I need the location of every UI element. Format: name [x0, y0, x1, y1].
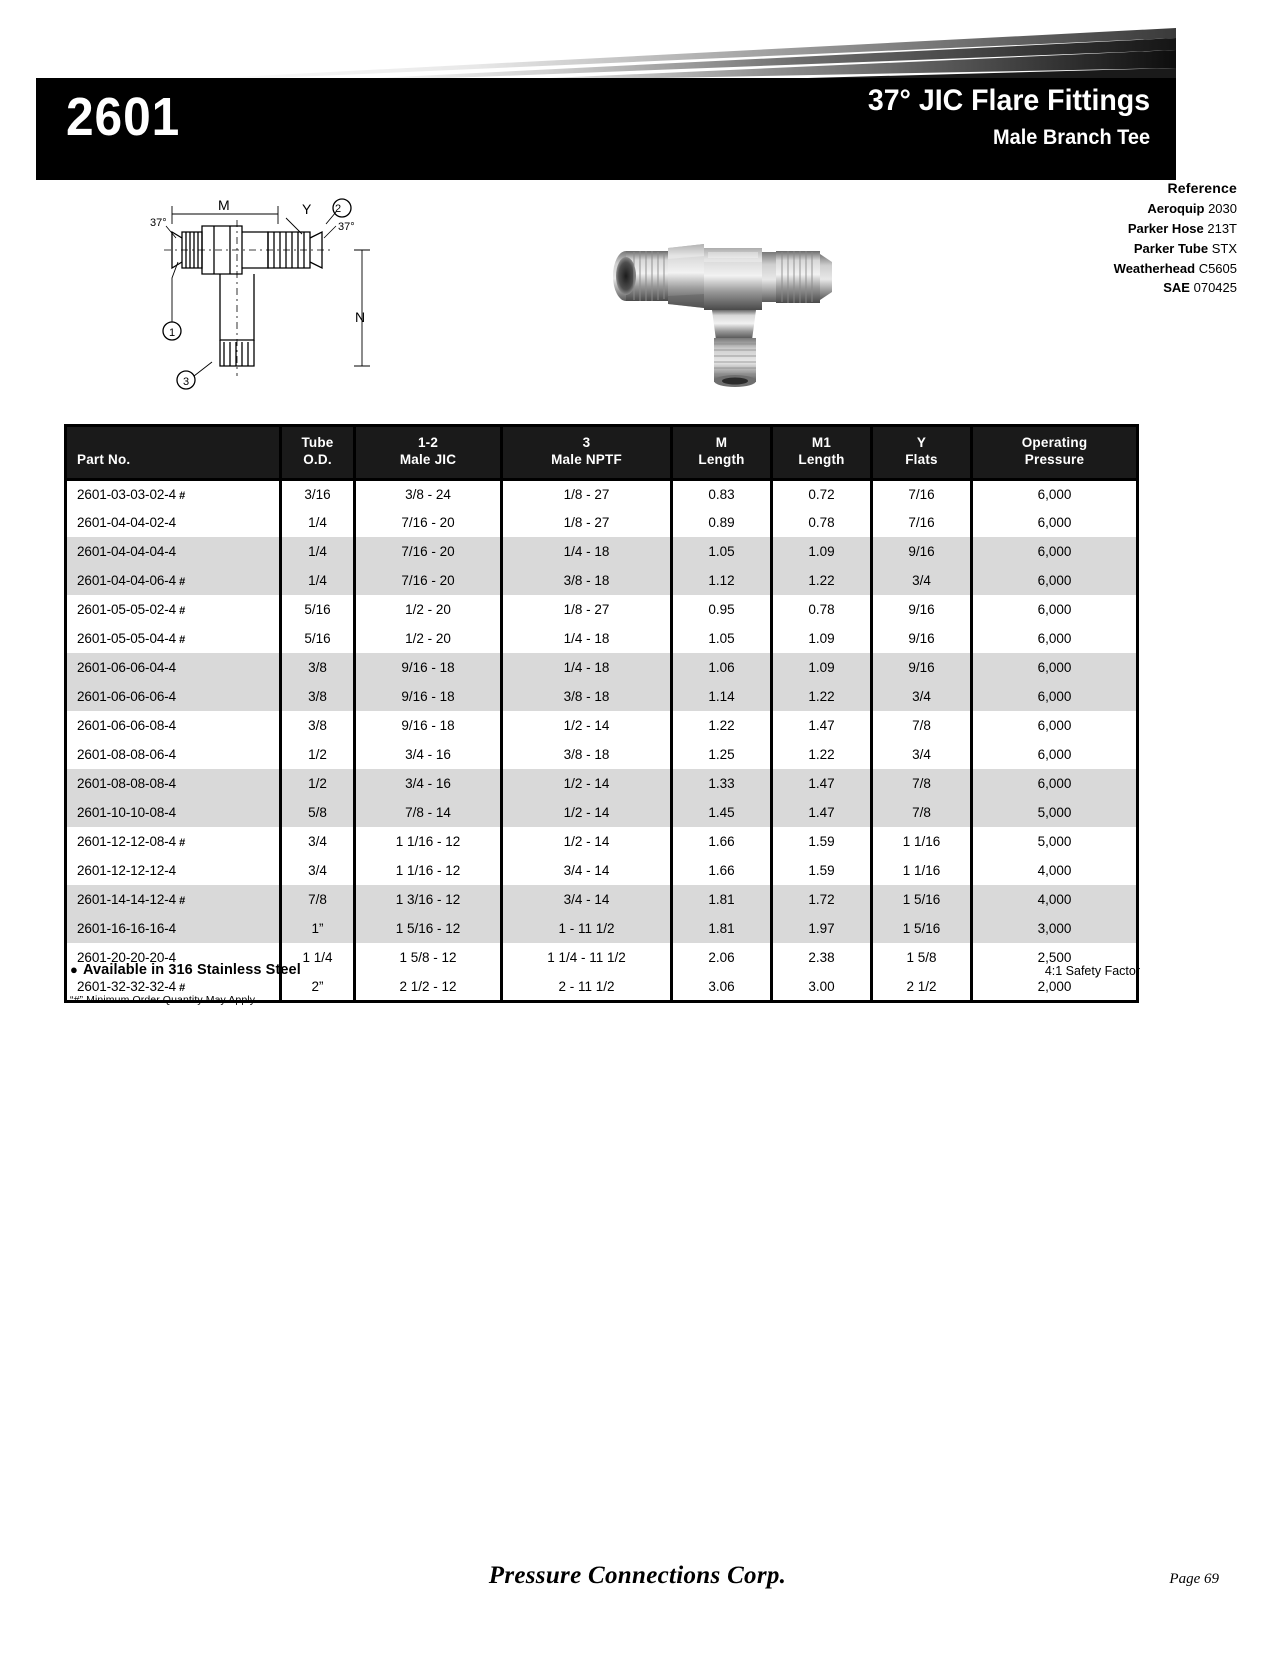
reference-item	[1114, 219, 1237, 239]
cell-male-jic: 1 5/16 - 12	[355, 914, 502, 943]
cell-male-nptf: 1/4 - 18	[502, 653, 672, 682]
column-header-m1-length	[772, 426, 872, 480]
cell-m1-length: 1.59	[772, 856, 872, 885]
part-number-text: 2601-08-08-06-4	[77, 747, 177, 763]
reference-heading: Reference	[1167, 180, 1237, 196]
cell-operating-pressure: 6,000	[972, 653, 1138, 682]
cell-y-flats: 7/16	[872, 479, 972, 508]
table-header-row	[66, 426, 1138, 480]
cell-y-flats: 3/4	[872, 566, 972, 595]
cell-m-length: 1.06	[672, 653, 772, 682]
cell-male-nptf: 3/8 - 18	[502, 566, 672, 595]
table-row	[66, 653, 1138, 682]
cell-tube-od: 2”	[281, 972, 355, 1001]
moq-marker: #	[179, 895, 186, 908]
cell-male-nptf: 1/8 - 27	[502, 479, 672, 508]
column-header-line1: M1	[811, 435, 832, 450]
moq-marker: #	[179, 981, 186, 994]
table-row	[66, 914, 1138, 943]
cell-male-jic: 7/16 - 20	[355, 566, 502, 595]
cell-male-jic: 7/16 - 20	[355, 537, 502, 566]
cell-y-flats: 1 1/16	[872, 856, 972, 885]
cell-part-no	[66, 798, 281, 827]
reference-brand: Aeroquip	[1147, 201, 1205, 217]
reference-brand: SAE	[1163, 280, 1190, 296]
reference-brand: Parker Tube	[1133, 240, 1209, 256]
cell-m1-length: 1.22	[772, 740, 872, 769]
company-name-footer: Pressure Connections Corp.	[488, 1562, 787, 1589]
reference-item	[1114, 199, 1237, 219]
column-header-tube-od	[281, 426, 355, 480]
reference-value: STX	[1211, 240, 1237, 256]
minimum-order-note: “#” Minimum Order Quantity May Apply.	[70, 994, 258, 1006]
cell-operating-pressure: 6,000	[972, 595, 1138, 624]
cell-male-jic: 3/4 - 16	[355, 740, 502, 769]
cell-m-length: 1.45	[672, 798, 772, 827]
reference-item	[1114, 278, 1237, 298]
dimension-label-m: M	[218, 197, 230, 213]
cell-tube-od: 3/4	[281, 827, 355, 856]
cell-operating-pressure: 6,000	[972, 624, 1138, 653]
technical-line-drawing	[150, 190, 450, 390]
availability-grade: 316	[168, 962, 193, 978]
cell-y-flats: 9/16	[872, 653, 972, 682]
cell-y-flats: 1 5/16	[872, 914, 972, 943]
column-header-line2: Pressure	[1024, 451, 1085, 467]
cell-m1-length: 1.47	[772, 798, 872, 827]
cell-male-nptf: 2 - 11 1/2	[502, 972, 672, 1001]
cell-m1-length: 0.78	[772, 595, 872, 624]
part-number-text: 2601-05-05-02-4	[77, 602, 177, 618]
dimension-label-n: N	[355, 309, 366, 325]
cell-operating-pressure: 6,000	[972, 711, 1138, 740]
cell-m1-length: 2.38	[772, 943, 872, 972]
cell-m-length: 1.66	[672, 827, 772, 856]
part-number-text: 2601-12-12-12-4	[77, 863, 177, 879]
cell-y-flats: 2 1/2	[872, 972, 972, 1001]
cell-m-length: 1.81	[672, 914, 772, 943]
cell-operating-pressure: 4,000	[972, 885, 1138, 914]
column-header-male-nptf	[502, 426, 672, 480]
cell-y-flats: 3/4	[872, 682, 972, 711]
reference-item	[1114, 259, 1237, 279]
table-row	[66, 595, 1138, 624]
cell-tube-od: 7/8	[281, 885, 355, 914]
callout-2: 2	[334, 203, 342, 215]
cell-male-jic: 2 1/2 - 12	[355, 972, 502, 1001]
cell-m1-length: 0.78	[772, 508, 872, 537]
specification-table-container	[64, 424, 1136, 1003]
cell-tube-od: 3/8	[281, 711, 355, 740]
cell-m1-length: 1.97	[772, 914, 872, 943]
part-number-text: 2601-20-20-20-4	[77, 950, 177, 966]
cell-operating-pressure: 5,000	[972, 798, 1138, 827]
cell-male-jic: 1/2 - 20	[355, 595, 502, 624]
cell-male-jic: 9/16 - 18	[355, 682, 502, 711]
cell-operating-pressure: 5,000	[972, 827, 1138, 856]
cell-m-length: 0.89	[672, 508, 772, 537]
part-number-text: 2601-06-06-08-4	[77, 718, 177, 734]
cell-y-flats: 1 1/16	[872, 827, 972, 856]
cell-male-jic: 3/8 - 24	[355, 479, 502, 508]
reference-value: C5605	[1198, 260, 1237, 276]
part-number-text: 2601-05-05-04-4	[77, 631, 177, 647]
cell-male-jic: 7/16 - 20	[355, 508, 502, 537]
cell-part-no	[66, 769, 281, 798]
part-number-text: 2601-08-08-08-4	[77, 776, 177, 792]
moq-marker: #	[179, 576, 186, 589]
table-row	[66, 566, 1138, 595]
table-row	[66, 827, 1138, 856]
banner-title-group	[853, 84, 1150, 150]
cell-m1-length: 1.09	[772, 537, 872, 566]
cell-tube-od: 1 1/4	[281, 943, 355, 972]
column-header-line2: Male NPTF	[551, 451, 622, 467]
product-photograph	[600, 218, 840, 388]
cell-operating-pressure: 6,000	[972, 740, 1138, 769]
cell-part-no	[66, 827, 281, 856]
cell-operating-pressure: 6,000	[972, 566, 1138, 595]
reference-brand: Weatherhead	[1113, 260, 1196, 276]
cell-part-no	[66, 508, 281, 537]
cell-male-nptf: 1/2 - 14	[502, 827, 672, 856]
cell-tube-od: 3/8	[281, 653, 355, 682]
cell-operating-pressure: 6,000	[972, 769, 1138, 798]
cell-m-length: 1.33	[672, 769, 772, 798]
cell-m1-length: 1.47	[772, 769, 872, 798]
column-header-line1: 1-2	[417, 435, 439, 450]
cell-male-jic: 7/8 - 14	[355, 798, 502, 827]
cell-m-length: 1.14	[672, 682, 772, 711]
column-header-line2: O.D.	[303, 451, 332, 467]
cell-tube-od: 3/8	[281, 682, 355, 711]
cell-male-jic: 1 1/16 - 12	[355, 856, 502, 885]
cell-male-jic: 9/16 - 18	[355, 711, 502, 740]
specification-table	[64, 424, 1139, 1003]
table-row	[66, 885, 1138, 914]
cell-m1-length: 3.00	[772, 972, 872, 1001]
table-row	[66, 740, 1138, 769]
cell-operating-pressure: 4,000	[972, 856, 1138, 885]
cell-operating-pressure: 6,000	[972, 682, 1138, 711]
cell-part-no	[66, 711, 281, 740]
part-number-text: 2601-12-12-08-4	[77, 834, 177, 850]
cell-tube-od: 1”	[281, 914, 355, 943]
cell-m1-length: 1.47	[772, 711, 872, 740]
cell-m-length: 1.25	[672, 740, 772, 769]
cell-m-length: 1.22	[672, 711, 772, 740]
column-header-part-no	[66, 426, 281, 480]
cell-operating-pressure: 2,000	[972, 972, 1138, 1001]
reference-item	[1114, 239, 1237, 259]
cell-operating-pressure: 6,000	[972, 479, 1138, 508]
column-header-male-jic	[355, 426, 502, 480]
cell-m-length: 1.66	[672, 856, 772, 885]
product-type-subtitle: Male Branch Tee	[992, 125, 1150, 149]
cell-male-nptf: 3/8 - 18	[502, 740, 672, 769]
cell-male-jic: 1 1/16 - 12	[355, 827, 502, 856]
cell-male-nptf: 3/4 - 14	[502, 856, 672, 885]
table-row	[66, 856, 1138, 885]
cell-part-no	[66, 885, 281, 914]
column-header-operating-pressure	[972, 426, 1138, 480]
table-row	[66, 798, 1138, 827]
column-header-line2: Flats	[905, 451, 938, 467]
stainless-availability-note	[70, 962, 1140, 978]
cell-m-length: 2.06	[672, 943, 772, 972]
cell-tube-od: 1/2	[281, 740, 355, 769]
cell-tube-od: 1/2	[281, 769, 355, 798]
cell-operating-pressure: 6,000	[972, 537, 1138, 566]
column-header-y-flats	[872, 426, 972, 480]
cell-tube-od: 3/16	[281, 479, 355, 508]
cell-y-flats: 7/8	[872, 798, 972, 827]
cell-male-nptf: 1/8 - 27	[502, 508, 672, 537]
cell-male-jic: 1 5/8 - 12	[355, 943, 502, 972]
column-header-line2: Male JIC	[399, 451, 457, 467]
cell-male-nptf: 1/2 - 14	[502, 711, 672, 740]
part-number-text: 2601-06-06-04-4	[77, 660, 177, 676]
cell-male-nptf: 1/4 - 18	[502, 624, 672, 653]
availability-suffix: Stainless Steel	[192, 962, 301, 978]
reference-block	[1114, 178, 1237, 298]
moq-marker: #	[179, 605, 186, 618]
part-number-text: 2601-03-03-02-4	[77, 487, 177, 502]
column-header-line2: Length	[698, 451, 745, 467]
cell-operating-pressure: 3,000	[972, 914, 1138, 943]
part-number-text: 2601-06-06-06-4	[77, 689, 177, 705]
cell-y-flats: 9/16	[872, 595, 972, 624]
cell-tube-od: 1/4	[281, 537, 355, 566]
page-number: Page 69	[1169, 1571, 1219, 1587]
cell-male-jic: 3/4 - 16	[355, 769, 502, 798]
cell-tube-od: 5/8	[281, 798, 355, 827]
part-number-text: 2601-10-10-08-4	[77, 805, 177, 821]
part-number-text: 2601-14-14-12-4	[77, 892, 177, 908]
table-row	[66, 711, 1138, 740]
cell-operating-pressure: 2,500	[972, 943, 1138, 972]
angle-label-left: 37°	[150, 217, 167, 229]
cell-m1-length: 1.59	[772, 827, 872, 856]
cell-male-jic: 1/2 - 20	[355, 624, 502, 653]
part-number-text: 2601-16-16-16-4	[77, 921, 177, 937]
cell-y-flats: 7/8	[872, 711, 972, 740]
cell-m-length: 1.05	[672, 537, 772, 566]
column-header-m-length	[672, 426, 772, 480]
table-row	[66, 508, 1138, 537]
cell-tube-od: 5/16	[281, 595, 355, 624]
product-family-title: 37° JIC Flare Fittings	[867, 84, 1150, 117]
cell-y-flats: 1 5/8	[872, 943, 972, 972]
cell-m-length: 3.06	[672, 972, 772, 1001]
cell-y-flats: 7/16	[872, 508, 972, 537]
angle-label-right: 37°	[338, 221, 355, 233]
cell-y-flats: 7/8	[872, 769, 972, 798]
cell-part-no	[66, 682, 281, 711]
reference-value: 2030	[1208, 201, 1237, 217]
cell-male-nptf: 1 - 11 1/2	[502, 914, 672, 943]
banner-swoosh-graphic	[36, 28, 1176, 80]
column-header-line1: 3	[582, 435, 591, 450]
cell-part-no	[66, 479, 281, 508]
cell-male-nptf: 1/8 - 27	[502, 595, 672, 624]
dimension-label-y: Y	[302, 201, 312, 217]
column-header-line1: Tube	[301, 435, 334, 450]
cell-m1-length: 1.72	[772, 885, 872, 914]
cell-male-nptf: 1/4 - 18	[502, 537, 672, 566]
cell-y-flats: 1 5/16	[872, 885, 972, 914]
safety-factor-note: 4:1 Safety Factor	[1044, 964, 1140, 978]
column-header-line1: M	[715, 435, 728, 450]
column-header-line1: Operating	[1021, 435, 1088, 450]
cell-male-nptf: 3/4 - 14	[502, 885, 672, 914]
cell-part-no	[66, 653, 281, 682]
part-number-text: 2601-04-04-06-4	[77, 573, 177, 589]
cell-m1-length: 1.22	[772, 566, 872, 595]
cell-m-length: 1.12	[672, 566, 772, 595]
callout-3: 3	[182, 376, 190, 388]
cell-m-length: 1.81	[672, 885, 772, 914]
cell-m1-length: 1.22	[772, 682, 872, 711]
cell-part-no	[66, 595, 281, 624]
cell-tube-od: 1/4	[281, 508, 355, 537]
reference-value: 070425	[1193, 280, 1237, 296]
callout-1: 1	[168, 327, 176, 339]
part-number-text: 2601-04-04-04-4	[77, 544, 177, 560]
cell-tube-od: 1/4	[281, 566, 355, 595]
table-row	[66, 537, 1138, 566]
cell-y-flats: 9/16	[872, 537, 972, 566]
page-header-banner	[36, 28, 1176, 180]
cell-male-jic: 9/16 - 18	[355, 653, 502, 682]
cell-m-length: 1.05	[672, 624, 772, 653]
cell-part-no	[66, 537, 281, 566]
reference-value: 213T	[1207, 221, 1237, 237]
table-row	[66, 624, 1138, 653]
reference-brand: Parker Hose	[1127, 221, 1204, 237]
table-row	[66, 479, 1138, 508]
column-header-line1: Y	[916, 435, 927, 450]
column-header-line1: Part No.	[77, 451, 131, 467]
cell-tube-od: 3/4	[281, 856, 355, 885]
moq-marker: #	[179, 490, 186, 502]
part-number-text: 2601-04-04-02-4	[77, 515, 177, 531]
table-row	[66, 682, 1138, 711]
availability-prefix: Available in	[82, 962, 169, 978]
cell-part-no	[66, 740, 281, 769]
cell-part-no	[66, 856, 281, 885]
cell-tube-od: 5/16	[281, 624, 355, 653]
table-body	[66, 479, 1138, 1001]
cell-m-length: 0.95	[672, 595, 772, 624]
moq-marker: #	[179, 837, 186, 850]
cell-male-nptf: 1 1/4 - 11 1/2	[502, 943, 672, 972]
cell-m1-length: 1.09	[772, 653, 872, 682]
table-row	[66, 769, 1138, 798]
cell-male-nptf: 1/2 - 14	[502, 798, 672, 827]
cell-m-length: 0.83	[672, 479, 772, 508]
table-footnotes	[70, 962, 1140, 1006]
cell-part-no	[66, 624, 281, 653]
cell-part-no	[66, 914, 281, 943]
column-header-line2: Length	[798, 451, 845, 467]
cell-part-no	[66, 566, 281, 595]
cell-y-flats: 9/16	[872, 624, 972, 653]
cell-operating-pressure: 6,000	[972, 508, 1138, 537]
page-title: 2601	[66, 87, 181, 147]
cell-y-flats: 3/4	[872, 740, 972, 769]
moq-marker: #	[179, 634, 186, 647]
cell-male-nptf: 3/8 - 18	[502, 682, 672, 711]
bullet-icon: ●	[70, 962, 78, 977]
cell-male-jic: 1 3/16 - 12	[355, 885, 502, 914]
cell-m1-length: 0.72	[772, 479, 872, 508]
cell-male-nptf: 1/2 - 14	[502, 769, 672, 798]
part-number-text: 2601-32-32-32-4	[77, 978, 177, 994]
cell-m1-length: 1.09	[772, 624, 872, 653]
